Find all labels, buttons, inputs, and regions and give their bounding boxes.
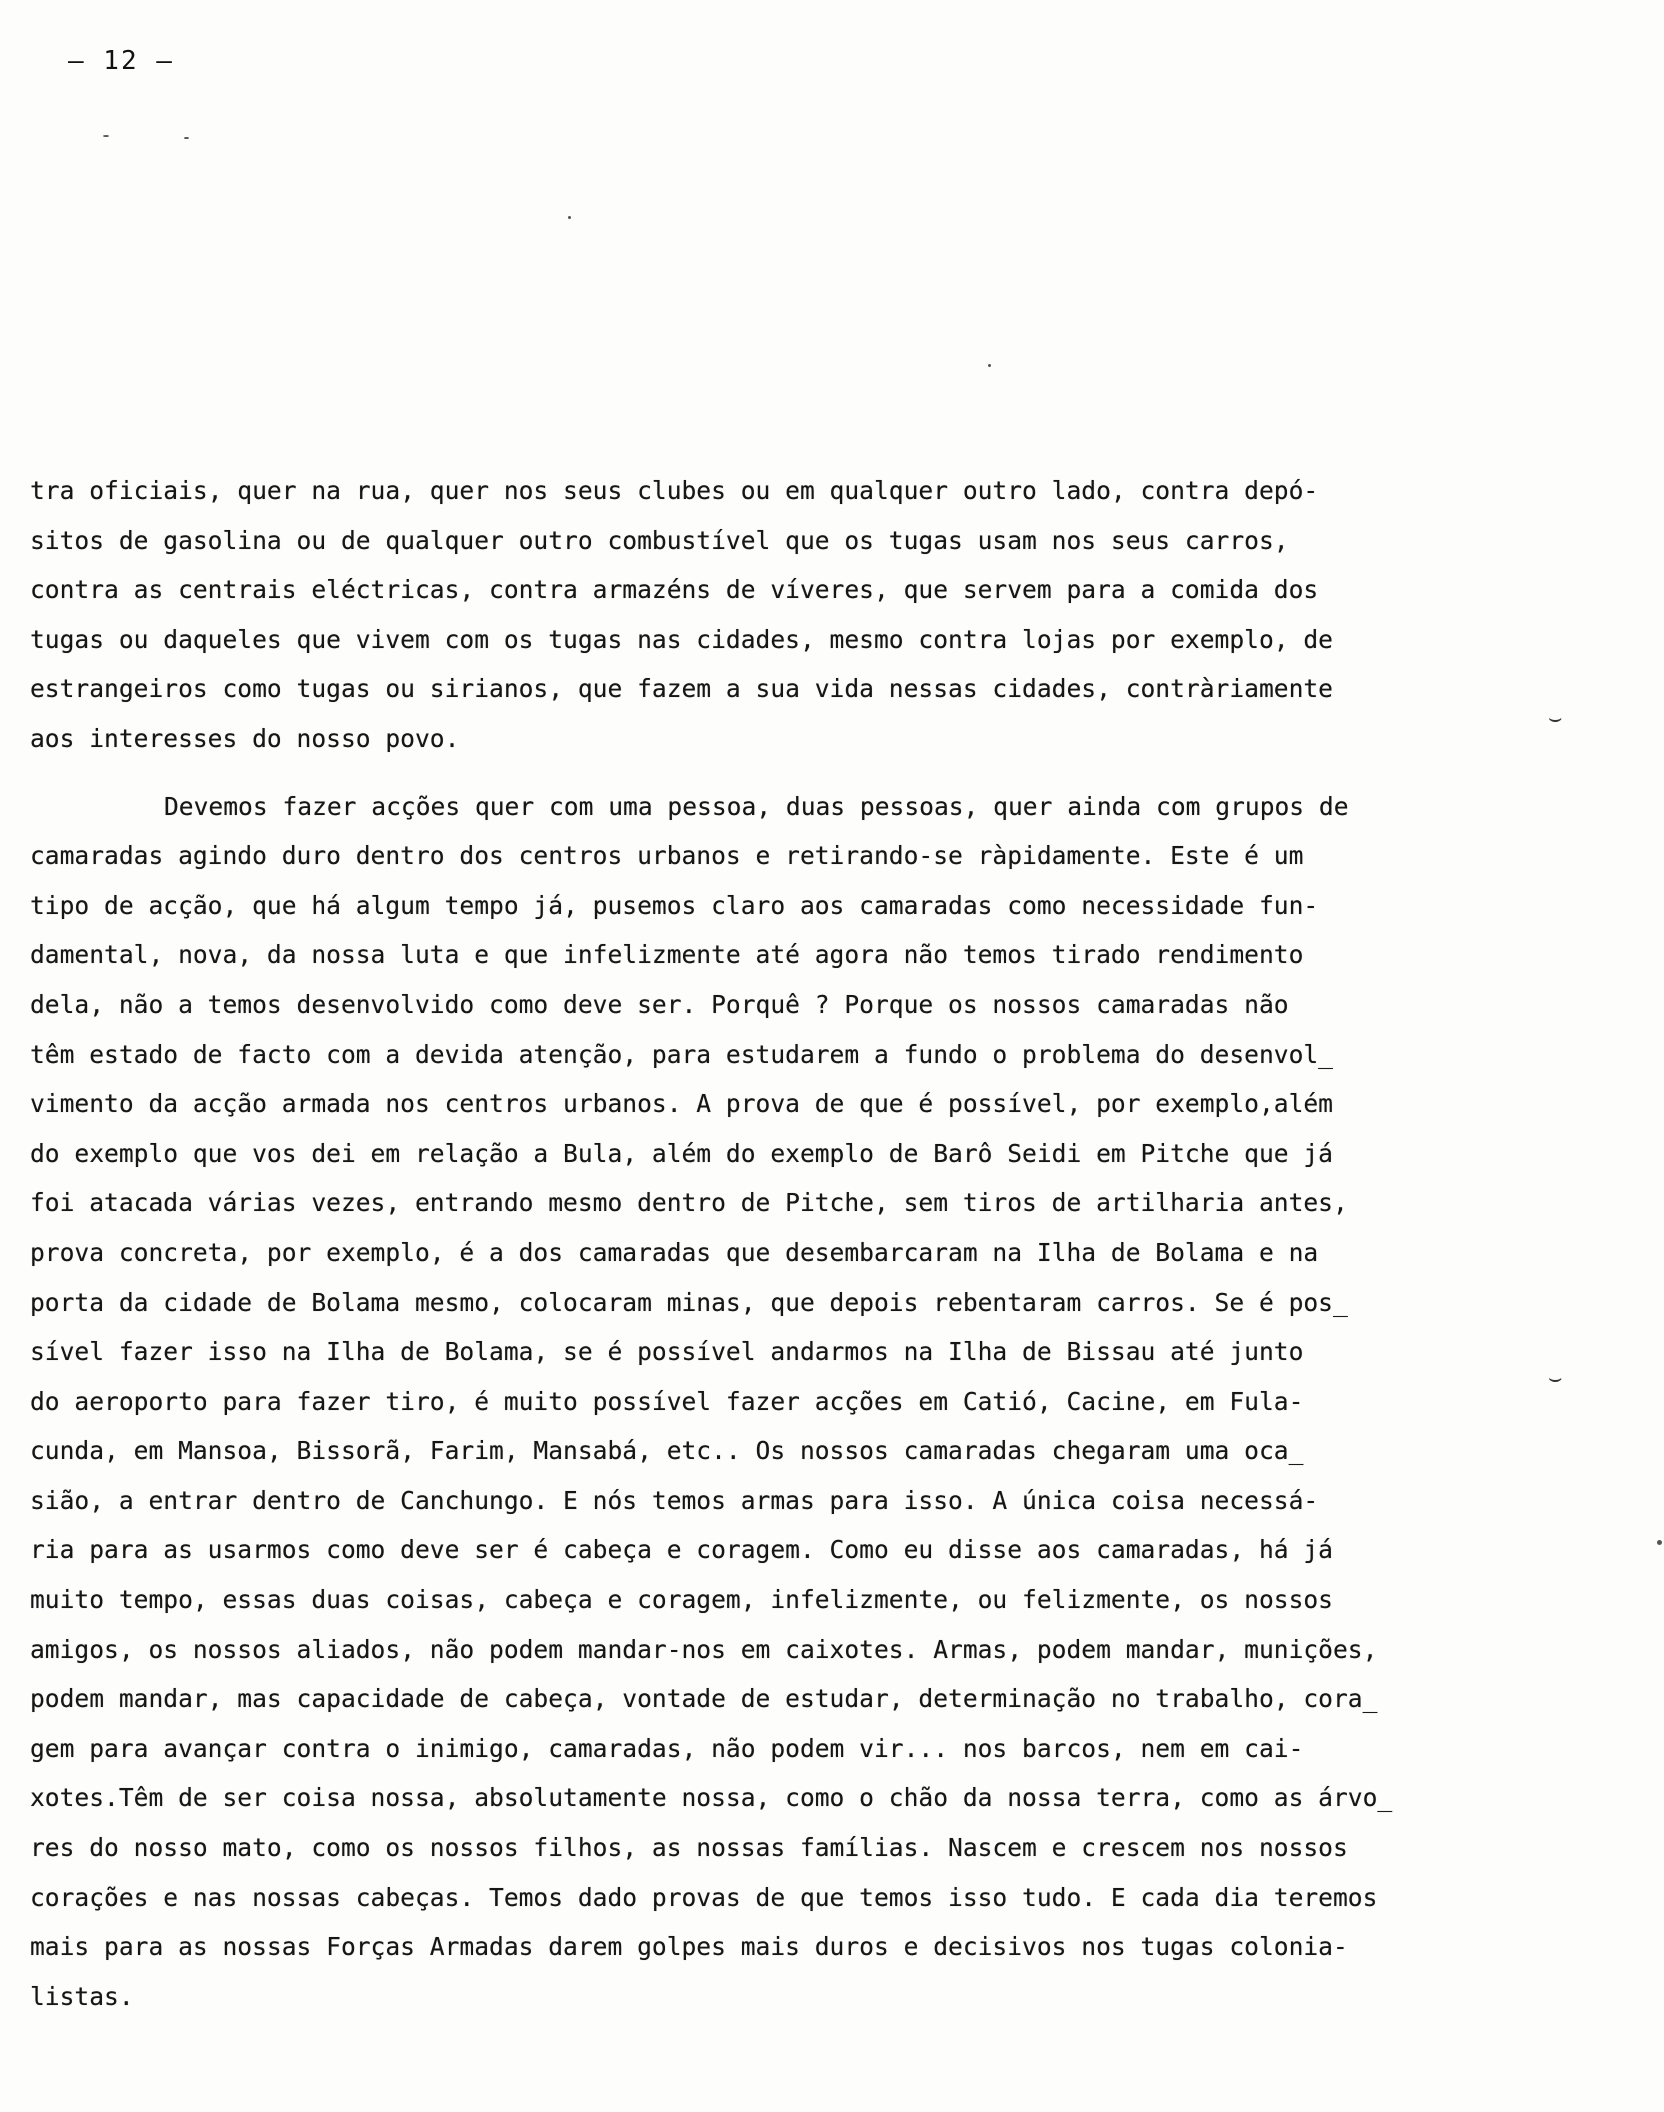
text-line: gem para avançar contra o inimigo, camaradas, não podem vir... nos barcos, nem em cai- [30, 1733, 1304, 1763]
scan-speck [988, 364, 991, 367]
scan-speck [1657, 1540, 1662, 1545]
text-line: do aeroporto para fazer tiro, é muito possível fazer acções em Catió, Cacine, em Fula- [30, 1386, 1304, 1416]
text-line: tra oficiais, quer na rua, quer nos seus clubes ou em qualquer outro lado, contra depó- [30, 476, 1319, 505]
text-line: aos interesses do nosso povo. [30, 723, 460, 753]
text-line: dela, não a temos desenvolvido como deve ser. Porquê ? Porque os nossos camaradas não [30, 989, 1289, 1019]
text-line: têm estado de facto com a devida atenção, para estudarem a fundo o problema do desenvol_ [30, 1039, 1333, 1069]
text-line: mais para as nossas Forças Armadas darem golpes mais duros e decisivos nos tugas colonia- [30, 1932, 1348, 1962]
margin-mark: ⌣ [1548, 1366, 1563, 1391]
text-line: do exemplo que vos dei em relação a Bula, além do exemplo de Barô Seidi em Pitche que já [30, 1138, 1333, 1168]
text-line: sível fazer isso na Ilha de Bolama, se é possível andarmos na Ilha de Bissau até junto [30, 1337, 1304, 1367]
paragraph-gap [30, 764, 1450, 782]
text-line: contra as centrais eléctricas, contra armazéns de víveres, que servem para a comida dos [30, 575, 1319, 605]
text-line: foi atacada várias vezes, entrando mesmo dentro de Pitche, sem tiros de artilharia antes, [30, 1188, 1348, 1218]
text-line: podem mandar, mas capacidade de cabeça, vontade de estudar, determinação no trabalho, cora_ [30, 1684, 1378, 1714]
text-line: corações e nas nossas cabeças. Temos dado provas de que temos isso tudo. E cada dia teremos [30, 1882, 1378, 1912]
text-line: Devemos fazer acções quer com uma pessoa, duas pessoas, quer ainda com grupos de [164, 791, 1349, 821]
text-line: ria para as usarmos como deve ser é cabeça e coragem. Como eu disse aos camaradas, há já [30, 1535, 1333, 1565]
text-line: res do nosso mato, como os nossos filhos, as nossas famílias. Nascem e crescem nos nossos [30, 1833, 1348, 1863]
page-number: – 12 – [68, 46, 174, 76]
text-line: camaradas agindo duro dentro dos centros urbanos e retirando-se ràpidamente. Este é um [30, 841, 1304, 871]
text-line: prova concreta, por exemplo, é a dos camaradas que desembarcaram na Ilha de Bolama e na [30, 1237, 1319, 1267]
typed-text-body [30, 466, 1450, 2021]
text-line: sião, a entrar dentro de Canchungo. E nós temos armas para isso. A única coisa necessá- [30, 1485, 1319, 1515]
scan-speck [184, 137, 189, 139]
paragraph-2 [30, 782, 1450, 2022]
scan-speck [568, 216, 571, 219]
text-line: tugas ou daqueles que vivem com os tugas nas cidades, mesmo contra lojas por exemplo, de [30, 624, 1333, 654]
paragraph-1 [30, 466, 1450, 764]
text-line: amigos, os nossos aliados, não podem mandar-nos em caixotes. Armas, podem mandar, munições, [30, 1634, 1378, 1664]
text-line: muito tempo, essas duas coisas, cabeça e coragem, infelizmente, ou felizmente, os nossos [30, 1585, 1333, 1615]
text-line: listas. [30, 1981, 134, 2011]
text-line: tipo de acção, que há algum tempo já, pusemos claro aos camaradas como necessidade fun- [30, 890, 1319, 920]
text-line: cunda, em Mansoa, Bissorã, Farim, Mansabá, etc.. Os nossos camaradas chegaram uma oca_ [30, 1436, 1304, 1466]
text-line: vimento da acção armada nos centros urbanos. A prova de que é possível, por exemplo,além [30, 1089, 1333, 1119]
margin-mark: ⌣ [1548, 706, 1563, 731]
text-line: porta da cidade de Bolama mesmo, colocaram minas, que depois rebentaram carros. Se é pos_ [30, 1287, 1348, 1317]
text-line: xotes.Têm de ser coisa nossa, absolutamente nossa, como o chão da nossa terra, como as árvo_ [30, 1783, 1393, 1813]
text-line: sitos de gasolina ou de qualquer outro combustível que os tugas usam nos seus carros, [30, 525, 1289, 555]
text-line: damental, nova, da nossa luta e que infelizmente até agora não temos tirado rendimento [30, 940, 1304, 970]
scan-speck [103, 135, 109, 137]
text-line: estrangeiros como tugas ou sirianos, que fazem a sua vida nessas cidades, contràriamente [30, 674, 1333, 704]
